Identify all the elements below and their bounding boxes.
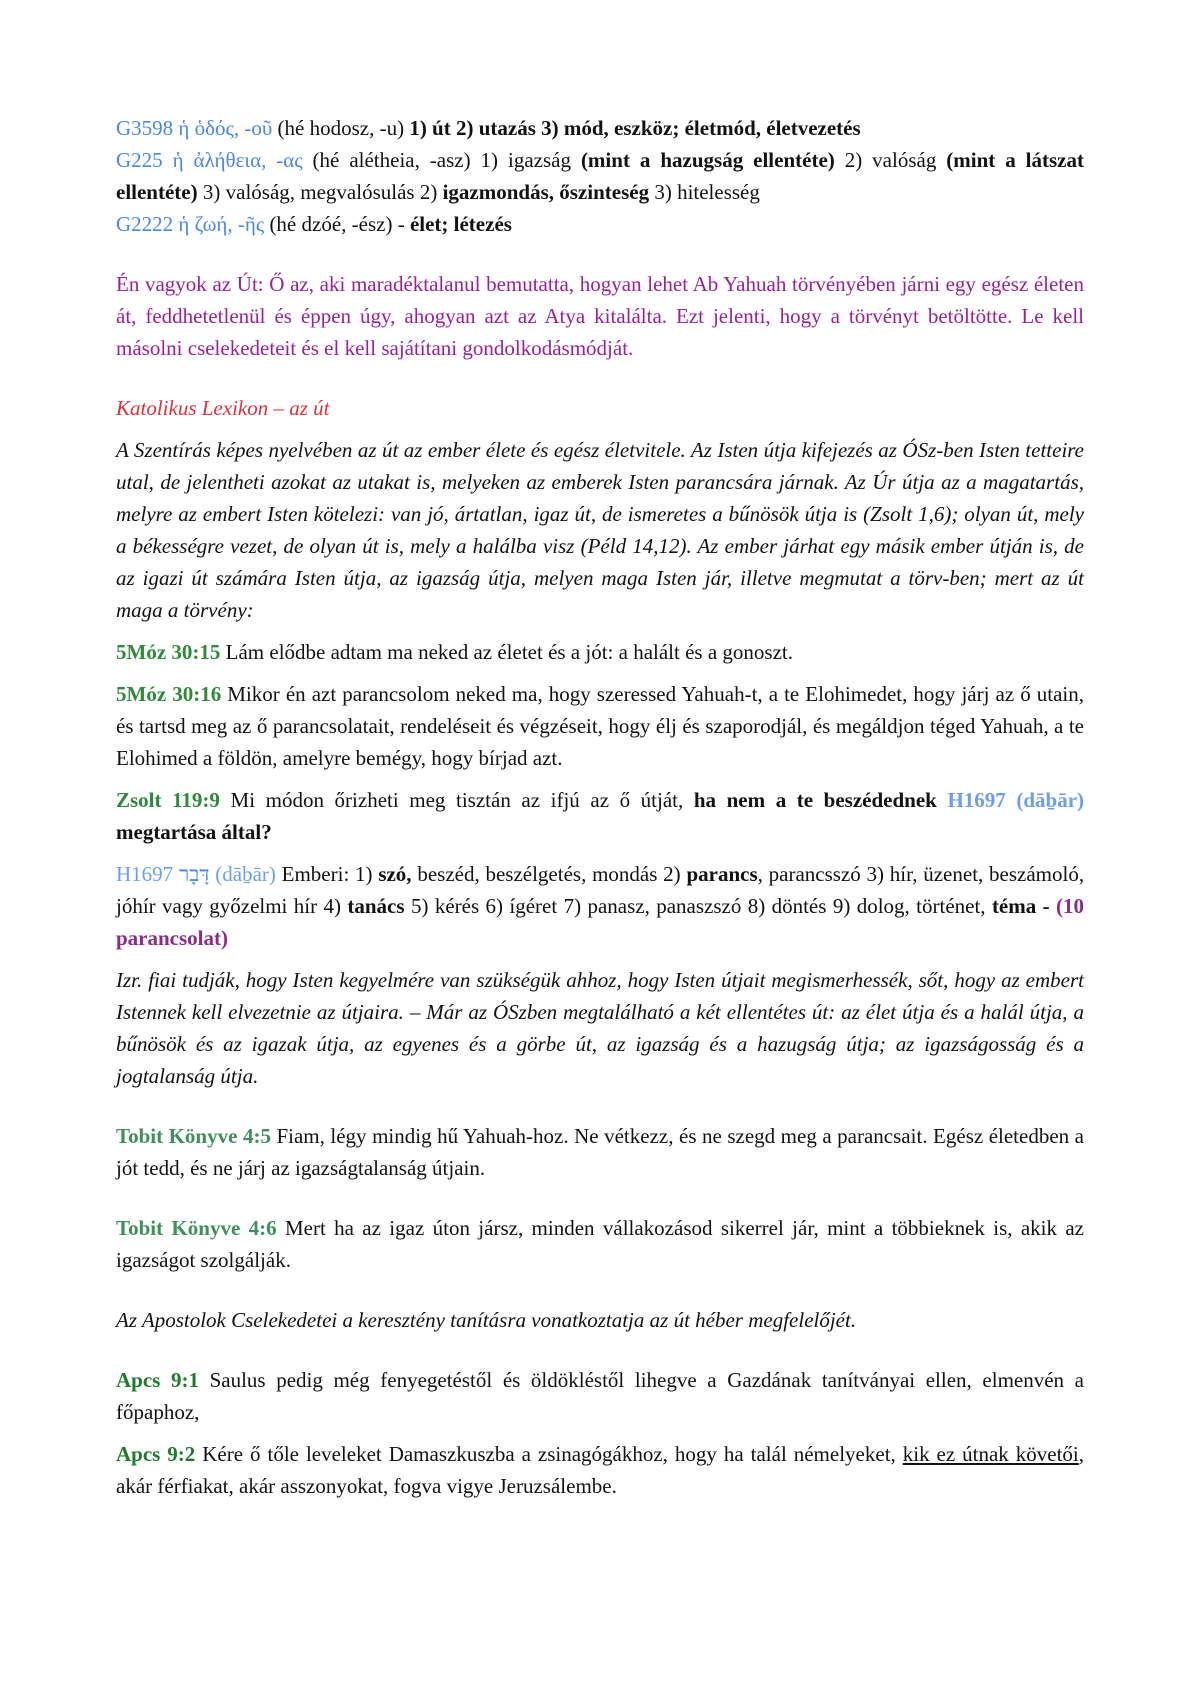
verse-tobit-4-5 (116, 1120, 1084, 1184)
verse-5moz-30-15 (116, 636, 1084, 668)
strong-code[interactable]: G225 (116, 148, 163, 172)
strong-code[interactable]: G3598 (116, 116, 174, 140)
definitions: 1) út 2) utazás 3) mód, eszköz; életmód, életvezetés (409, 116, 861, 140)
apcs-intro: Az Apostolok Cselekedetei a keresztény tanításra vonatkoztatja az út héber megfelelőjét. (116, 1308, 857, 1332)
definition-bold: tanács (347, 894, 405, 918)
verse-ref: Tobit Könyve 4:5 (116, 1124, 271, 1148)
intro-paragraph: Én vagyok az Út: Ő az, aki maradéktalanul bemutatta, hogyan lehet Ab Yahuah törvényében járni egy egész életen át, feddhetetlenül és éppen úgy, ahogyan azt az Atya kitalálta. Ezt jelenti, hogy a törvényt betöltötte. Le kell másolni cselekedeteit és el kell sajátítani gondolkodásmódját. (116, 272, 1084, 360)
transliteration: (hé alétheia, -asz) 1) igazság (312, 148, 571, 172)
verse-ref: Apcs 9:2 (116, 1442, 196, 1466)
verse-text: Mert ha az igaz úton jársz, minden vállakozásod sikerrel jár, mint a többieknek is, akik az igazságot szolgálják. (116, 1216, 1084, 1272)
definition-bold: (mint a hazugság ellentéte) (580, 148, 835, 172)
hebrew-word: דָּבָר (178, 862, 210, 886)
verse-text: Lám elődbe adtam ma neked az életet és a jót: a halált és a gonoszt. (225, 640, 793, 664)
verse-tail: megtartása által? (116, 820, 272, 844)
definition-text: , parancsszó 3) hír, üzenet, beszámoló, jóhír vagy győzelmi hír 4) (116, 862, 1085, 918)
commandments-note: (10 parancsolat) (116, 894, 1085, 950)
definition-bold: téma - (991, 894, 1050, 918)
verse-apcs-9-2 (116, 1438, 1084, 1502)
verse-ref: Zsolt 119:9 (116, 788, 220, 812)
transliteration: (hé dzóé, -ész) - (269, 212, 405, 236)
strong-code[interactable]: G2222 (116, 212, 174, 236)
verse-ref: Tobit Könyve 4:6 (116, 1216, 277, 1240)
greek-word: ἡ ὁδός, -οῦ (178, 116, 273, 140)
definition-text: 3) valóság, megvalósulás 2) (202, 180, 438, 204)
strong-code-link[interactable]: H1697 (dāḇār) (947, 788, 1085, 812)
verse-zsolt-119-9 (116, 784, 1084, 848)
lexicon-g225 (116, 144, 1084, 208)
katolikus-text: A Szentírás képes nyelvében az út az ember élete és egész életvitele. Az Isten útja kifejezés az ÓSz-ben Isten tetteire utal, de jelentheti azokat az utakat is, melyeken az emberek Isten parancsára járnak. Az Úr útja az a magatartás, melyre az embert Isten kötelezi: van jó, ártatlan, igaz út, de ismeretes a bűnösök útja is (Zsolt 1,6); olyan út, mely a békességre vezet, de olyan út is, mely a halálba visz (Péld 14,12). Az ember járhat egy másik ember útján is, de az igazi út számára Isten útja, az igazság útja, melyen maga Isten jár, illetve megmutat a törv-ben; mert az út maga a törvény: (116, 438, 1084, 622)
verse-5moz-30-16 (116, 678, 1084, 774)
definition-text: Emberi: 1) (281, 862, 373, 886)
verse-tobit-4-6 (116, 1212, 1084, 1276)
definition-text: beszéd, beszélgetés, mondás 2) (417, 862, 681, 886)
verse-ref: 5Móz 30:15 (116, 640, 221, 664)
definition-bold: (mint a látszat ellentéte) (116, 148, 1084, 204)
definition-bold: szó, (378, 862, 412, 886)
verse-text: Fiam, légy mindig hű Yahuah-hoz. Ne vétkezz, és ne szegd meg a parancsait. Egész életedben a jót tedd, és ne járj az igazságtalanság útjain. (116, 1124, 1084, 1180)
definition-text: 5) kérés 6) ígéret 7) panasz, panaszszó 8) döntés 9) dolog, történet, (410, 894, 986, 918)
verse-bold: ha nem a te beszédednek (693, 788, 937, 812)
greek-word: ἡ ζωή, -ῆς (178, 212, 265, 236)
definition-bold: igazmondás, őszinteség (442, 180, 650, 204)
katolikus-heading: Katolikus Lexikon – az út (116, 396, 330, 420)
transliteration: (hé hodosz, -u) (277, 116, 405, 140)
verse-ref: Apcs 9:1 (116, 1368, 199, 1392)
verse-text: Mikor én azt parancsolom neked ma, hogy szeressed Yahuah-t, a te Elohimedet, hogy járj az ő utain, és tartsd meg az ő parancsolatait, rendeléseit és végzéseit, hogy élj és szaporodjál, és megáldjon téged Yahuah, a te Elohimed a földön, amelyre bemégy, hogy bírjad azt. (116, 682, 1085, 770)
definitions: élet; létezés (409, 212, 512, 236)
verse-ref: 5Móz 30:16 (116, 682, 222, 706)
definition-bold: parancs (686, 862, 758, 886)
strong-code[interactable]: H1697 (116, 862, 174, 886)
verse-text: Saulus pedig még fenyegetéstől és öldökléstől lihegve a Gazdának tanítványai ellen, elmenvén a főpaphoz, (116, 1368, 1084, 1424)
verse-text: Mi módon őrizheti meg tisztán az ifjú az ő útját, (230, 788, 684, 812)
definition-text: 3) hitelesség (654, 180, 760, 204)
izr-paragraph: Izr. fiai tudják, hogy Isten kegyelmére van szükségük ahhoz, hogy Isten útjait megismerhessék, sőt, hogy az embert Istennek kell elvezetnie az útjaira. – Már az ÓSzben megtalálható a két ellentétes út: az élet útja és a halál útja, a bűnösök és az igazak útja, az egyenes és a görbe út, az igazság és a hazugság útja; az igazságosság és a jogtalanság útja. (116, 968, 1084, 1088)
definition-text: 2) valóság (844, 148, 937, 172)
lexicon-g2222 (116, 208, 1084, 240)
greek-word: ἡ ἀλήθεια, -ας (172, 148, 303, 172)
lexicon-g3598 (116, 112, 1084, 144)
verse-apcs-9-1 (116, 1364, 1084, 1428)
verse-tail: , akár férfiakat, akár asszonyokat, fogva vigye Jeruzsálembe. (116, 1442, 1085, 1498)
lexicon-h1697 (116, 858, 1084, 954)
transliteration: (dāḇār) (215, 862, 276, 886)
underlined-phrase: kik ez útnak követői (902, 1442, 1079, 1466)
verse-text: Kére ő tőle leveleket Damaszkuszba a zsinagógákhoz, hogy ha talál némelyeket, (202, 1442, 896, 1466)
